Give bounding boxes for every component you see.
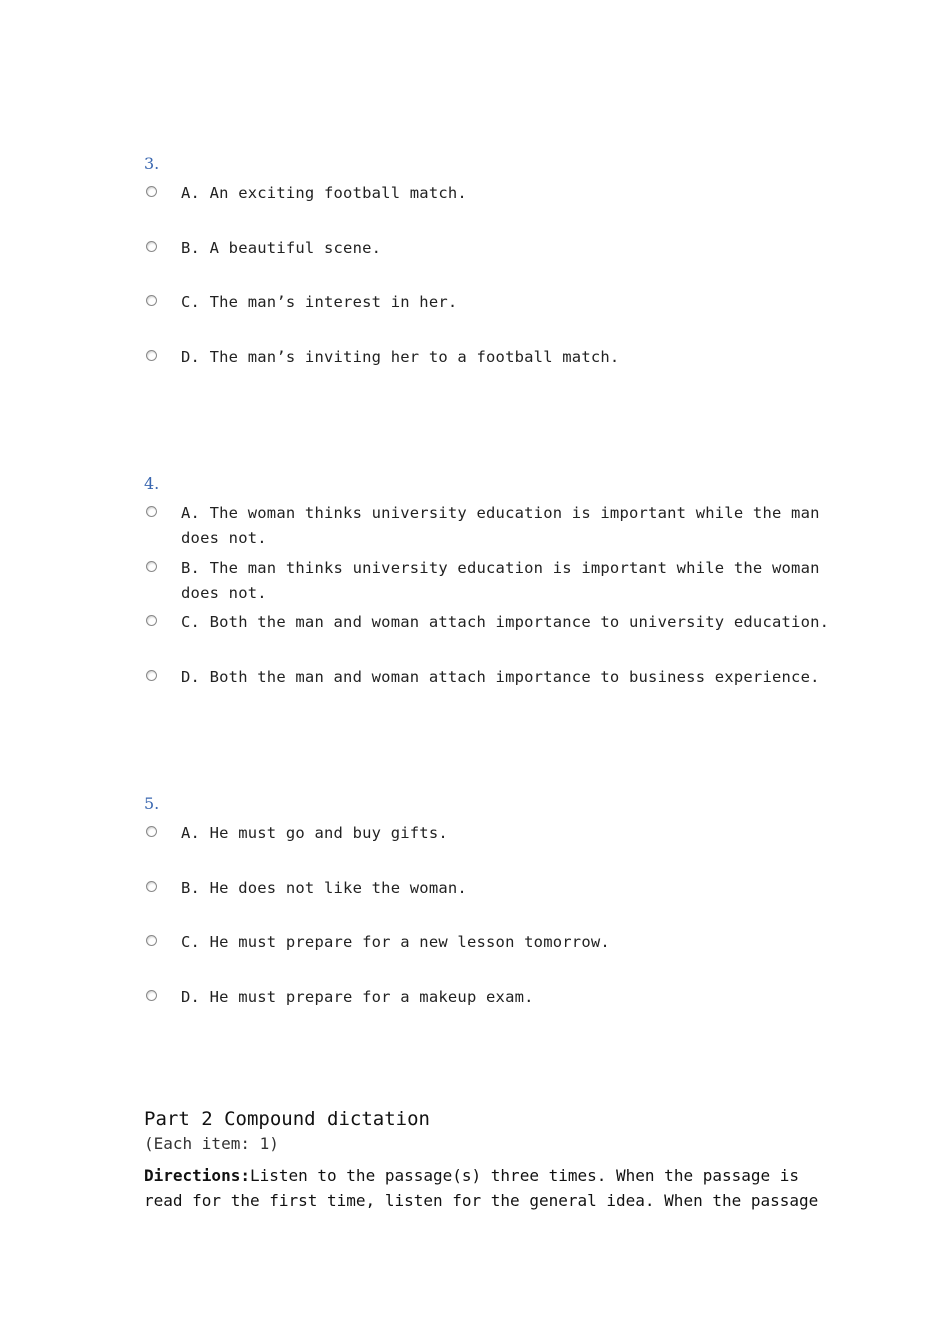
- answer-option[interactable]: [144, 556, 844, 606]
- radio-button[interactable]: [146, 826, 157, 837]
- answer-option[interactable]: [144, 236, 844, 261]
- radio-button[interactable]: [146, 350, 157, 361]
- option-text: A. He must go and buy gifts.: [181, 824, 448, 842]
- option-text: C. The man’s interest in her.: [181, 293, 458, 311]
- answer-option[interactable]: [144, 290, 844, 315]
- radio-button[interactable]: [146, 186, 157, 197]
- option-text: A. An exciting football match.: [181, 184, 467, 202]
- radio-button[interactable]: [146, 670, 157, 681]
- radio-button[interactable]: [146, 935, 157, 946]
- answer-option[interactable]: [144, 876, 844, 901]
- option-text: B. The man thinks university education is important while the woman does not.: [181, 559, 830, 602]
- option-text: A. The woman thinks university education is important while the man does not.: [181, 504, 830, 547]
- option-text: D. The man’s inviting her to a football match.: [181, 348, 620, 366]
- answer-option[interactable]: [144, 665, 844, 690]
- radio-button[interactable]: [146, 561, 157, 572]
- answer-option[interactable]: [144, 930, 844, 955]
- directions-label: Directions:: [144, 1166, 250, 1185]
- radio-button[interactable]: [146, 241, 157, 252]
- option-text: B. He does not like the woman.: [181, 879, 467, 897]
- directions-paragraph: [144, 1163, 834, 1213]
- section-title: Part 2 Compound dictation: [144, 1108, 430, 1130]
- radio-button[interactable]: [146, 295, 157, 306]
- answer-option[interactable]: [144, 501, 844, 551]
- directions-text: Listen to the passage(s) three times. When the passage is read for the first time, listen for the general idea. When the passage: [144, 1166, 819, 1210]
- answer-option[interactable]: [144, 181, 844, 206]
- option-text: C. He must prepare for a new lesson tomorrow.: [181, 933, 610, 951]
- option-text: C. Both the man and woman attach importance to university education.: [181, 613, 830, 631]
- radio-button[interactable]: [146, 881, 157, 892]
- question-number: 4.: [144, 474, 160, 493]
- section-score: (Each item: 1): [144, 1134, 279, 1153]
- radio-button[interactable]: [146, 990, 157, 1001]
- radio-button[interactable]: [146, 506, 157, 517]
- answer-option[interactable]: [144, 610, 844, 635]
- question-number: 5.: [144, 794, 160, 813]
- answer-option[interactable]: [144, 985, 844, 1010]
- option-text: B. A beautiful scene.: [181, 239, 382, 257]
- option-text: D. Both the man and woman attach importance to business experience.: [181, 668, 820, 686]
- radio-button[interactable]: [146, 615, 157, 626]
- question-number: 3.: [144, 154, 160, 173]
- answer-option[interactable]: [144, 821, 844, 846]
- option-text: D. He must prepare for a makeup exam.: [181, 988, 534, 1006]
- answer-option[interactable]: [144, 345, 844, 370]
